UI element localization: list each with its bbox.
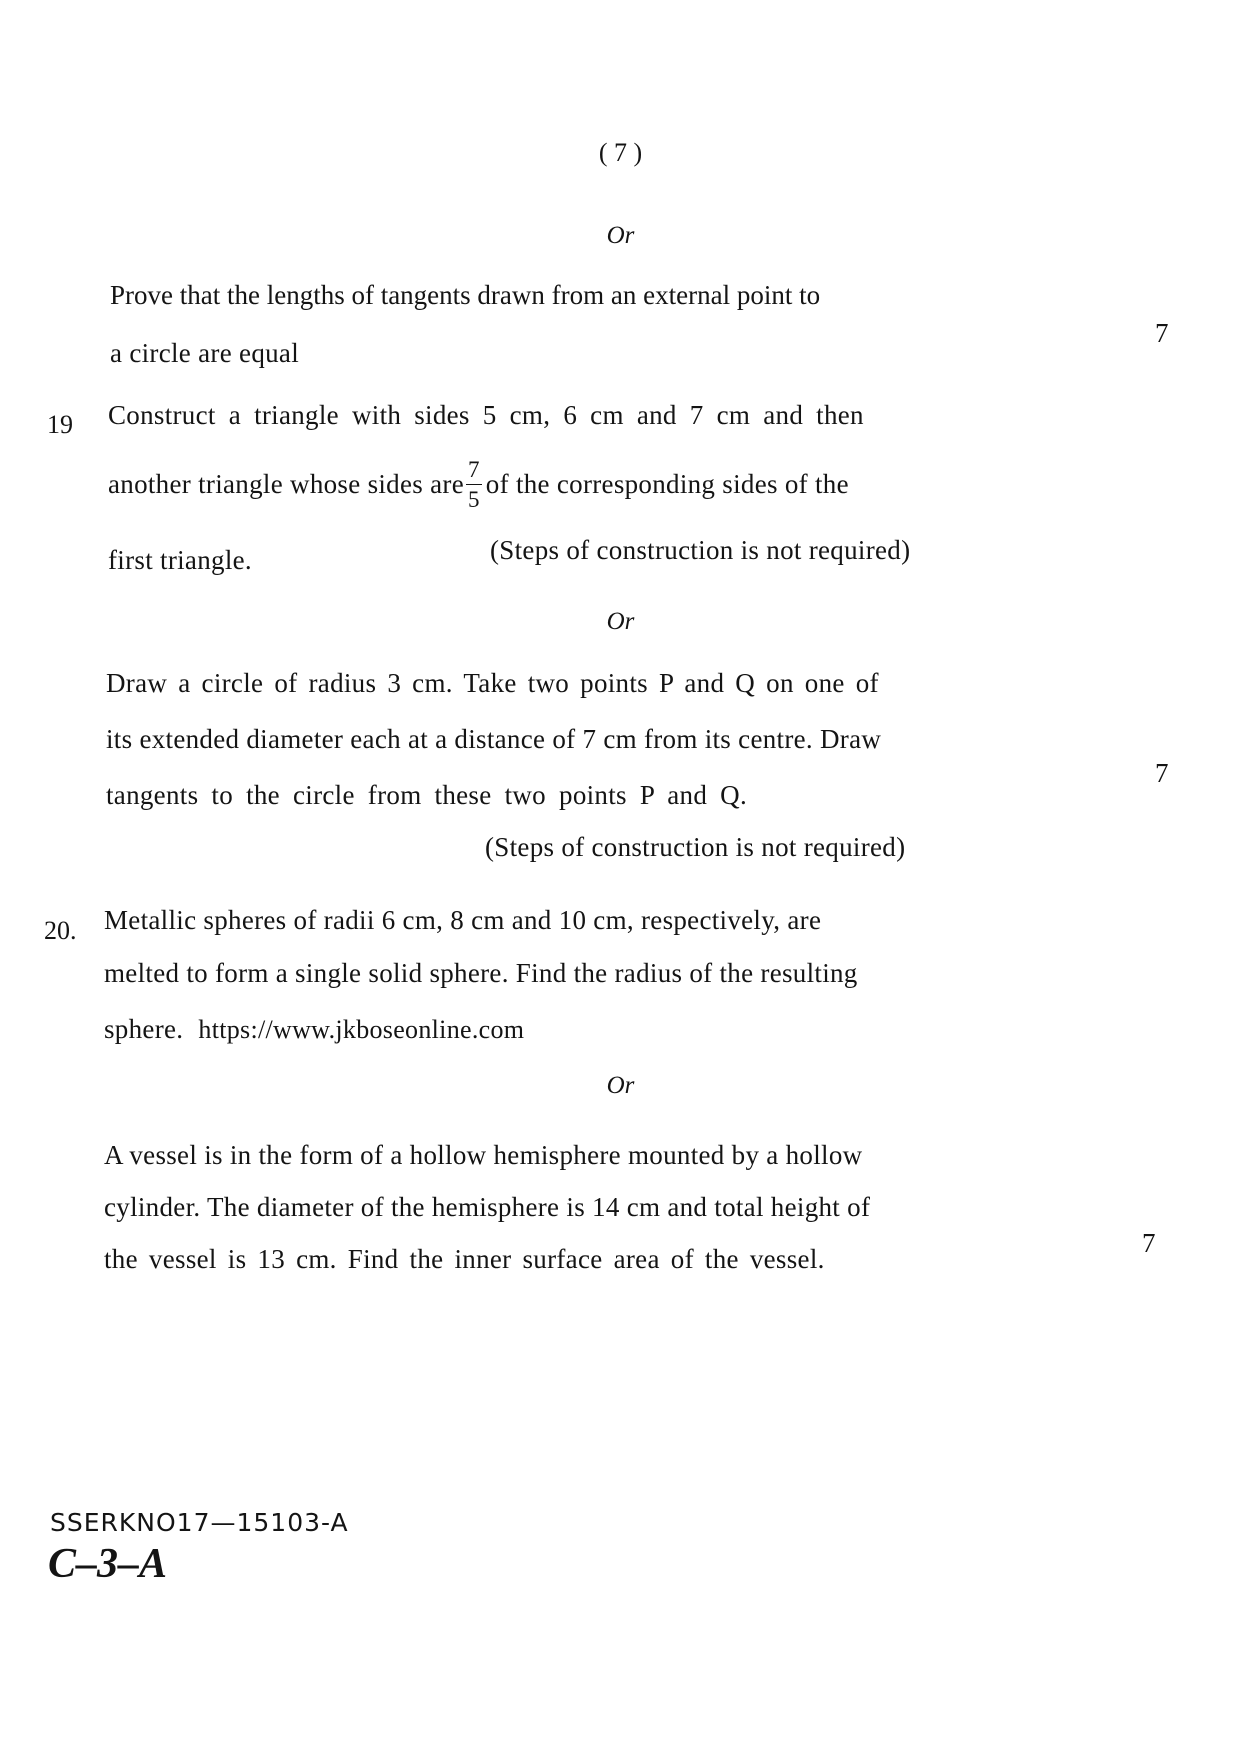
q19-fraction-denominator: 5	[467, 487, 480, 512]
q20-alt-line2: cylinder. The diameter of the hemisphere is 14 cm and total height of	[104, 1192, 871, 1222]
or-divider-3: Or	[606, 1072, 635, 1099]
q19-alt-line2: its extended diameter each at a distance of 7 cm from its centre. Draw	[106, 724, 882, 754]
q19-fraction-numerator: 7	[466, 458, 482, 485]
q19-alt-line3: tangents to the circle from these two points P and Q.	[106, 780, 748, 810]
q19-fraction	[466, 458, 482, 511]
q19-alt-marks: 7	[1155, 758, 1169, 788]
q18-alt-line2: a circle are equal	[110, 338, 300, 368]
q19-alt-note: (Steps of construction is not required)	[485, 832, 906, 862]
q20-number: 20.	[44, 916, 77, 945]
q20-line3	[104, 1014, 524, 1045]
q20-line1: Metallic spheres of radii 6 cm, 8 cm and 10 cm, respectively, are	[104, 905, 822, 935]
q18-alt-line1	[110, 280, 995, 311]
q20-alt-line1: A vessel is in the form of a hollow hemisphere mounted by a hollow	[104, 1140, 863, 1170]
q19-line1: Construct a triangle with sides 5 cm, 6 cm and 7 cm and then	[108, 400, 864, 430]
q20-alt-marks: 7	[1142, 1228, 1156, 1258]
q20-line2: melted to form a single solid sphere. Find the radius of the resulting	[104, 958, 858, 988]
source-url: https://www.jkboseonline.com	[198, 1015, 525, 1044]
q19-line3-left: first triangle.	[108, 545, 252, 575]
q20-line3-text: sphere.	[104, 1014, 184, 1044]
q20-alt-line3: the vessel is 13 cm. Find the inner surface area of the vessel.	[104, 1244, 825, 1274]
q19-alt-line1: Draw a circle of radius 3 cm. Take two points P and Q on one of	[106, 668, 879, 698]
q19-line2-after: of the corresponding sides of the	[485, 469, 849, 499]
q19-line2	[108, 458, 849, 511]
q19-number: 19	[47, 410, 73, 439]
q18-alt-marks: 7	[1155, 318, 1169, 348]
page-number: ( 7 )	[598, 138, 643, 167]
q19-line3-right: (Steps of construction is not required)	[490, 535, 911, 565]
or-divider-1: Or	[606, 222, 635, 249]
q18-alt-text-1: Prove that the lengths of tangents drawn from an external point to	[110, 280, 821, 310]
paper-code: SSERKNO17—15103-A	[50, 1508, 349, 1537]
q19-line2-before: another triangle whose sides are	[108, 469, 464, 499]
or-divider-2: Or	[606, 608, 635, 635]
paper-set: C–3–A	[48, 1541, 168, 1587]
